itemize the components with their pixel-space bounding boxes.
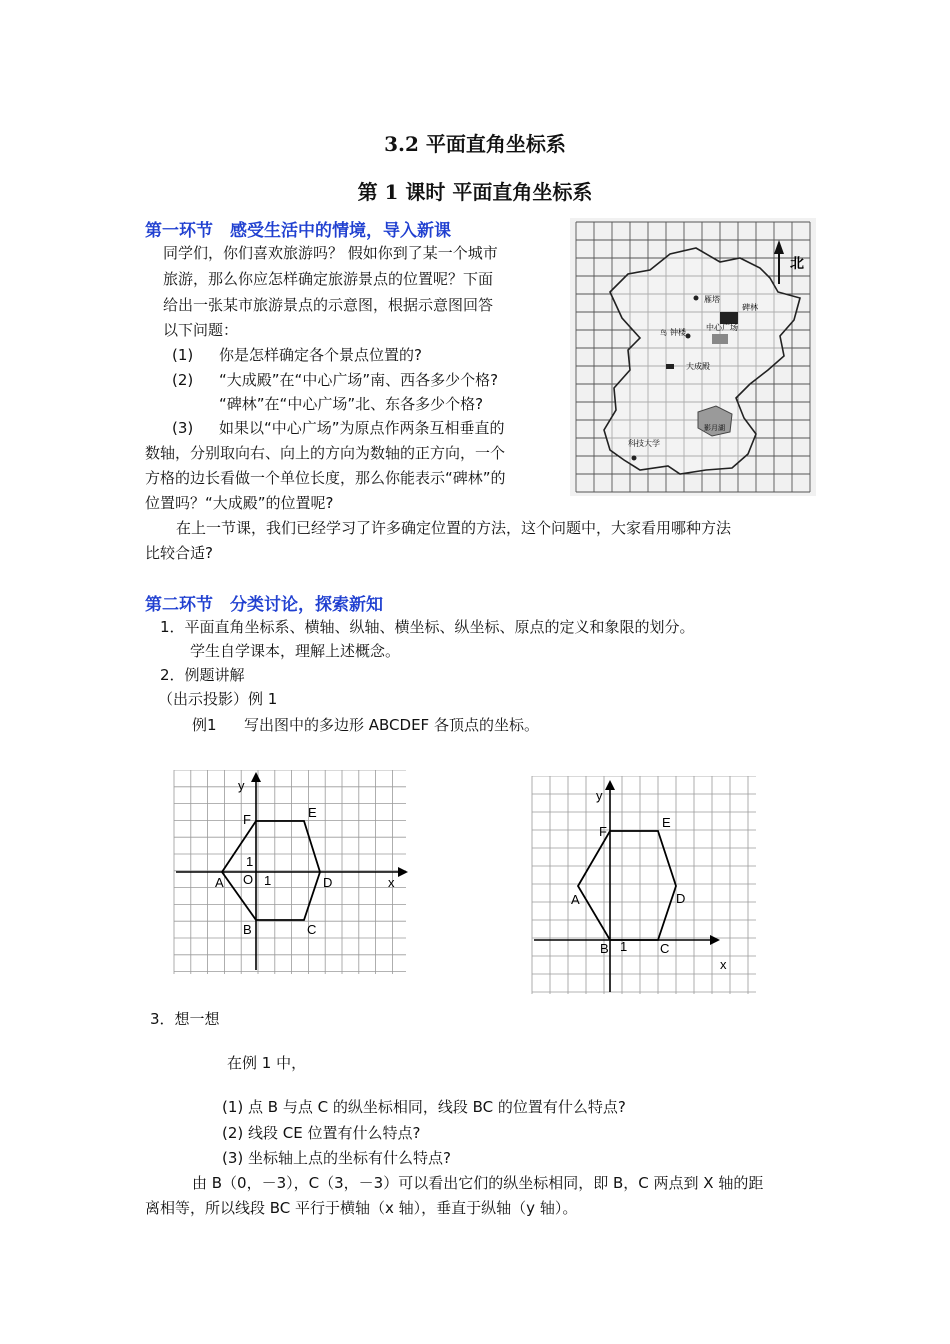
graph2-A-label: A <box>571 892 580 907</box>
item2-subtext: （出示投影）例 1 <box>158 690 278 708</box>
graph2-unit-x: 1 <box>620 939 628 954</box>
graph2-C-label: C <box>660 941 670 956</box>
graph2-E-label: E <box>662 815 671 830</box>
map-label-yingyuehu: 影月湖 <box>704 424 725 432</box>
example-text: 写出图中的多边形 ABCDEF 各顶点的坐标。 <box>244 716 539 734</box>
graph1-F-label: F <box>243 812 251 827</box>
page-title: 3.2 平面直角坐标系 <box>384 132 566 156</box>
tourist-map <box>570 218 816 496</box>
intro-line-3: 给出一张某市旅游景点的示意图，根据示意图回答 <box>163 296 494 314</box>
section3-q1: (1) 点 B 与点 C 的纵坐标相同，线段 BC 的位置有什么特点? <box>222 1098 626 1116</box>
graph1-coordinate-plane <box>172 770 408 974</box>
closing-line-2: 比较合适? <box>145 544 213 562</box>
graph1-y-label: y <box>238 778 245 793</box>
section3-q3: (3) 坐标轴上点的坐标有什么特点? <box>222 1149 451 1167</box>
item1-subtext: 学生自学课本，理解上述概念。 <box>190 642 401 660</box>
map-north: 北 <box>790 256 804 272</box>
section3-heading: 3．想一想 <box>150 1010 220 1028</box>
map-label-dachengdian: 大成殿 <box>686 362 710 371</box>
map-label-yanta: 雁塔 <box>704 295 720 304</box>
graph2-y-label: y <box>596 788 603 803</box>
map-label-keji: 科技大学 <box>628 439 660 448</box>
intro-line-1: 同学们，你们喜欢旅游吗？ 假如你到了某一个城市 <box>163 244 498 262</box>
answer-line-1: 由 B（0，－3），C（3，－3）可以看出它们的纵坐标相同，即 B，C 两点到 X 轴的距 <box>192 1174 764 1192</box>
section3-q2: (2) 线段 CE 位置有什么特点? <box>222 1124 421 1142</box>
item2-text: 2．例题讲解 <box>160 666 245 684</box>
graph2-B-label: B <box>600 941 609 956</box>
graph1-A-label: A <box>215 875 224 890</box>
graph1-unit-y: 1 <box>246 854 254 869</box>
graph1-origin-label: O <box>243 872 254 887</box>
graph1-D-label: D <box>323 875 333 890</box>
closing-line-1: 在上一节课，我们已经学习了许多确定位置的方法，这个问题中，大家看用哪种方法 <box>176 519 732 537</box>
map-label-niao: 鸟 <box>660 329 667 337</box>
q3-number: (3) <box>172 419 194 437</box>
graph1-C-label: C <box>307 922 317 937</box>
answer-line-2: 离相等，所以线段 BC 平行于横轴（x 轴），垂直于纵轴（y 轴）。 <box>145 1199 578 1217</box>
q2-number: (2) <box>172 371 194 389</box>
map-label-beilin: 碑林 <box>742 303 758 312</box>
lesson-subtitle: 第 1 课时 平面直角坐标系 <box>357 180 593 204</box>
q3-line-3: 方格的边长看做一个单位长度，那么你能表示“碑林”的 <box>145 469 506 487</box>
example-label: 例1 <box>192 716 217 734</box>
item1-text: 1．平面直角坐标系、横轴、纵轴、横坐标、纵坐标、原点的定义和象限的划分。 <box>160 618 695 636</box>
section2-heading: 第二环节 分类讨论，探索新知 <box>145 595 383 615</box>
q3-line-4: 位置吗？“大成殿”的位置呢? <box>145 494 334 512</box>
q2-text-a: “大成殿”在“中心广场”南、西各多少个格? <box>219 371 499 389</box>
graph2-coordinate-plane <box>530 776 758 996</box>
q3-line-1: 如果以“中心广场”为原点作两条互相垂直的 <box>219 419 505 437</box>
section1-heading: 第一环节 感受生活中的情境，导入新课 <box>145 221 451 241</box>
section3-intro: 在例 1 中， <box>227 1054 307 1072</box>
intro-line-2: 旅游，那么你应怎样确定旅游景点的位置呢？下面 <box>163 270 494 288</box>
map-label-center: 中心广场 <box>706 323 738 332</box>
graph1-unit-x: 1 <box>264 873 272 888</box>
graph1-x-label: x <box>388 875 395 890</box>
q2-text-b: “碑林”在“中心广场”北、东各多少个格? <box>219 395 484 413</box>
map-label-zhonglou: 钟楼 <box>670 328 686 337</box>
graph1-E-label: E <box>308 805 317 820</box>
graph2-x-label: x <box>720 957 727 972</box>
q3-line-2: 数轴，分别取向右、向上的方向为数轴的正方向，一个 <box>145 444 506 462</box>
q1-number: (1) <box>172 346 194 364</box>
graph1-B-label: B <box>243 922 252 937</box>
q1-text: 你是怎样确定各个景点位置的? <box>219 346 422 364</box>
intro-line-4: 以下问题： <box>163 321 239 339</box>
graph2-D-label: D <box>676 891 686 906</box>
graph2-F-label: F <box>599 824 607 839</box>
